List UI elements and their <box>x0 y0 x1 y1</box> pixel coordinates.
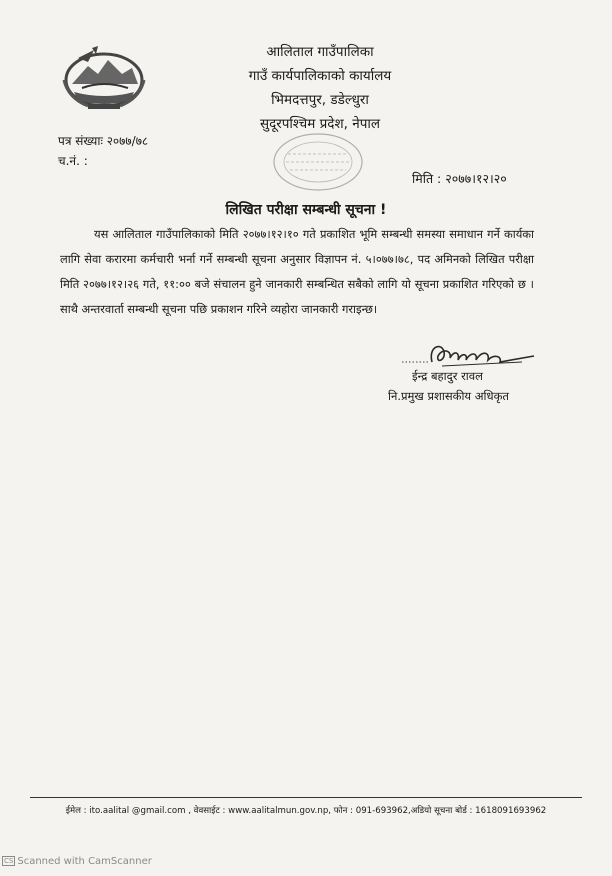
province-country: सुदूरपश्चिम प्रदेश, नेपाल <box>259 116 381 132</box>
notice-date: मिति : २०७७।१२।२० <box>412 171 507 186</box>
office-location: भिमदत्तपुर, डडेल्धुरा <box>271 92 369 108</box>
dispatch-number: च.नं. : <box>58 154 88 168</box>
scanner-watermark <box>2 856 152 867</box>
reference-block <box>58 131 148 171</box>
signatory-designation: नि.प्रमुख प्रशासकीय अधिकृत <box>388 389 509 403</box>
nepal-emblem-icon <box>58 40 150 112</box>
notice-title: लिखित परीक्षा सम्बन्धी सूचना ! <box>225 202 387 218</box>
camscanner-icon: CS <box>4 857 14 865</box>
footer-divider <box>30 797 582 798</box>
office-header <box>200 40 440 136</box>
watermark-text: Scanned with CamScanner <box>17 856 152 867</box>
notice-body: यस आलिताल गाउँपालिकाको मिति २०७७।१२।१० गते प्रकाशित भूमि सम्बन्धी समस्या समाधान गर्ने कार्यका लागि सेवा करारमा कर्मचारी भर्ना गर्ने सम्बन्धी सूचना अनुसार विज्ञापन नं. ५।०७७।७८, पद अमिनको लिखित परीक्षा मिति २०७७।१२।२६ गते, ११:०० बजे संचालन हुने जानकारी सम्बन्धित सबैको लागि यो सूचना प्रकाशित गरिएको छ । साथै अन्तरवार्ता सम्बन्धी सूचना पछि प्रकाशन गरिने व्यहोरा जानकारी गराइन्छ। <box>60 227 534 316</box>
signature-icon <box>402 336 542 372</box>
municipality-name: आलिताल गाउँपालिका <box>266 44 374 60</box>
signatory-name: ईन्द्र बहादुर रावल <box>412 369 483 383</box>
office-name: गाउँ कार्यपालिकाको कार्यालय <box>248 68 392 84</box>
office-stamp-icon <box>268 128 368 194</box>
letter-number: पत्र संख्याः २०७७/७८ <box>58 134 149 148</box>
contact-footer: ईमेल : ito.aalital @gmail.com , वेवसाईट : www.aalitalmun.gov.np, फोन : 091-693962,अडियो सूचना बोर्ड : 1618091693962 <box>65 806 547 816</box>
